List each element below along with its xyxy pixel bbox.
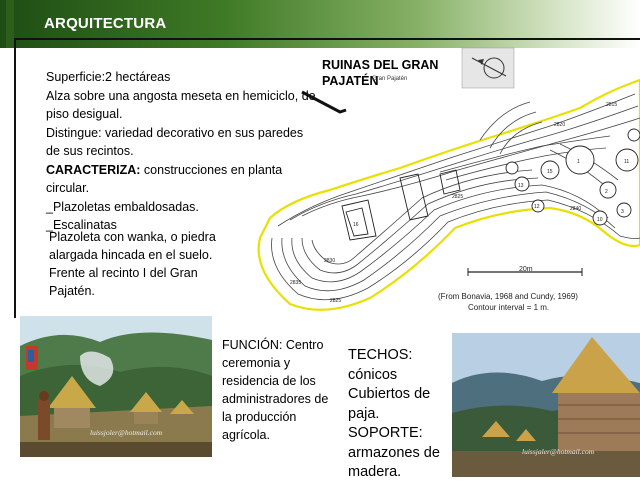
map-subtitle: Gran Pajatén [372,76,408,82]
map-title: RUINAS DEL GRAN PAJATÉN [322,58,439,88]
plaza-caption: Plazoleta con wanka, o piedra alargada hincada en el suelo. Frente al recinto I del Gran Pajatén. [49,230,216,298]
map-credit-contour: Contour interval = 1 m. [468,303,550,312]
svg-text:10: 10 [597,217,603,223]
svg-text:12: 12 [534,204,540,210]
svg-text:2825: 2825 [452,194,464,200]
illustration-right [452,333,640,477]
svg-text:2820: 2820 [554,122,566,128]
svg-text:2835: 2835 [290,280,302,286]
left-rule [14,38,16,318]
location-line: Alza sobre una angosta meseta en hemiciclo, de piso desigual. [46,88,316,121]
list-item-escalinatas: _Escalinatas [46,218,117,232]
illustration-left [20,316,212,457]
roof-text: TECHOS: cónicos Cubiertos de paja. SOPORTE: armazones de madera. [348,347,440,480]
svg-text:2: 2 [605,189,608,195]
svg-text:2815: 2815 [606,102,618,108]
map-credit [438,291,578,313]
characteristic-text: construcciones en planta circular. [46,162,283,195]
scale-label: 20m [519,266,533,273]
compass-icon [462,48,514,88]
svg-text:11: 11 [624,159,630,165]
svg-text:2830: 2830 [324,258,336,264]
svg-text:3: 3 [621,209,624,215]
characteristic-label: CARACTERIZA: [46,162,141,177]
list-item-plazoletas: _Plazoletas embaldosadas. [46,199,199,214]
distinction-line: Distingue: variedad decorativo en sus paredes de sus recintos. [46,125,304,158]
site-map [250,40,640,325]
surface-line: Superficie:2 hectáreas [46,70,171,84]
function-text: FUNCIÓN: Centro ceremonia y residencia de los administradores de la producción agrícola. [222,338,329,442]
watermark-left: luissjoler@hotmail.com [90,428,163,437]
map-credit-source: (From Bonavia, 1968 and Cundy, 1969) [438,292,578,301]
svg-text:16: 16 [353,222,359,228]
header-accent-bar [6,0,14,48]
svg-text:2840: 2840 [570,206,582,212]
svg-text:2825: 2825 [330,298,342,304]
watermark-right: luissjaler@hotmail.com [522,447,595,456]
svg-text:1: 1 [577,159,580,165]
slide-title: ARQUITECTURA [44,15,167,32]
svg-text:13: 13 [518,183,524,189]
svg-text:15: 15 [547,169,553,175]
